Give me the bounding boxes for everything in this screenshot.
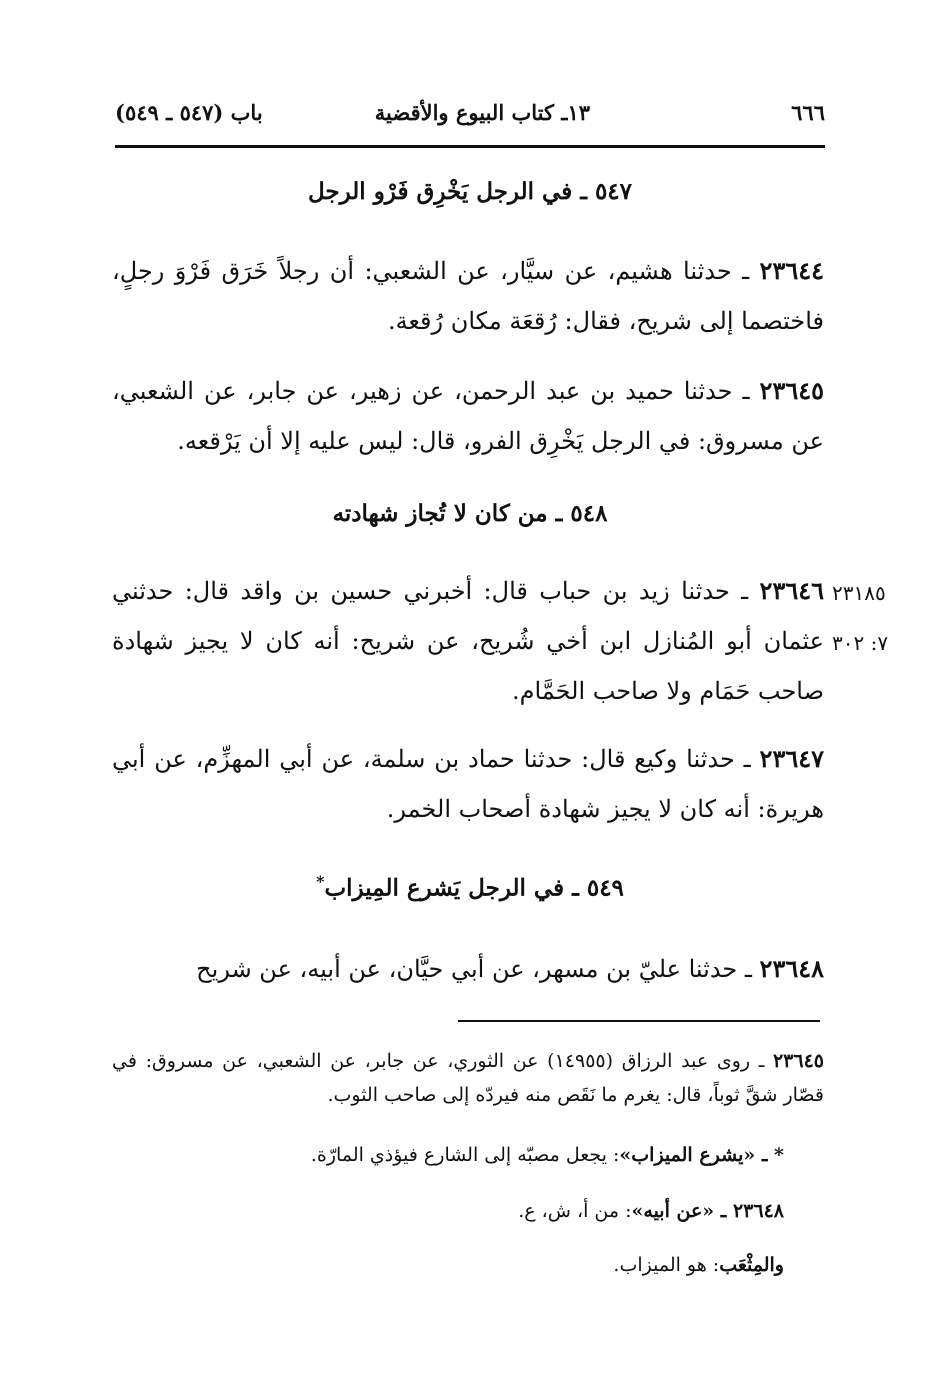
hadith-text: ـ حدثنا وكيع قال: حدثنا حماد بن سلمة، عن أبي المهزِّم، عن أبي هريرة: أنه كان لا يجيز شهادة أصحاب الخمر. [112,745,824,823]
section-heading-548: ٥٤٨ ـ من كان لا تُجاز شهادته [332,500,608,527]
hadith-23647 [112,734,824,834]
footnote-label: والمِثْعَب [719,1254,784,1276]
footnote-23648 [112,1194,824,1228]
hadith-text: ـ حدثنا هشيم، عن سيَّار، عن الشعبي: أن رجلاً خَرَق فَرْوَ رجلٍ، فاختصما إلى شريح، فقال: رُقعَة مكان رُقعة. [112,257,824,335]
hadith-number: ٢٣٦٤٧ [759,744,824,773]
section-heading-text: ٥٤٩ ـ في الرجل يَشرع المِيزاب [324,874,624,902]
page-number: ٦٦٦ [791,100,825,125]
hadith-number: ٢٣٦٤٨ [759,954,824,983]
footnote-rule [458,1020,820,1022]
section-heading-549 [115,872,825,902]
hadith-text: ـ حدثنا عليّ بن مسهر، عن أبي حيَّان، عن أبيه، عن شريح [196,955,760,983]
hadith-23646 [112,566,824,716]
footnote-label: ٢٣٦٤٥ [772,1050,824,1072]
hadith-number: ٢٣٦٤٦ [759,576,824,605]
book-title: ١٣ـ كتاب البيوع والأقضية [374,100,590,125]
footnote-marker: * [316,872,325,891]
footnote-label: * ـ «يشرع الميزاب» [619,1144,784,1166]
chapter-range: باب (٥٤٧ ـ ٥٤٩) [115,100,263,125]
page-header [115,92,825,132]
footnote-23645 [112,1044,824,1112]
hadith-number: ٢٣٦٤٥ [759,376,824,405]
margin-ref-number: ٢٣١٨٥ [832,581,886,605]
hadith-text: ـ حدثنا حميد بن عبد الرحمن، عن زهير، عن جابر، عن الشعبي، عن مسروق: في الرجل يَخْرِق الفرو، قال: ليس عليه إلا أن يَرْقعه. [112,377,824,455]
header-rule [115,145,825,148]
footnote-label: ٢٣٦٤٨ ـ «عن أبيه» [631,1200,784,1222]
margin-ref-volume: ٧: ٣٠٢ [832,631,889,655]
section-heading-547: ٥٤٧ ـ في الرجل يَخْرِق فَرْو الرجل [307,178,633,205]
footnote-text: ـ روى عبد الرزاق (١٤٩٥٥) عن الثوري، عن جابر، عن الشعبي، عن مسروق: في قصّار شقَّ ثوباً، قال: يغرم ما نَقَص منه فيردّه إلى صاحب الثوب. [112,1050,824,1106]
footnote-star [112,1138,824,1172]
footnote-text: : من أ، ش، ع. [518,1200,632,1222]
footnote-mithab [112,1248,824,1282]
hadith-number: ٢٣٦٤٤ [759,256,824,285]
hadith-23648 [112,944,824,994]
hadith-23644 [112,246,824,346]
footnote-text: : يجعل مصبّه إلى الشارع فيؤذي المارّة. [310,1144,620,1166]
hadith-23645 [112,366,824,466]
footnote-text: : هو الميزاب. [613,1254,720,1276]
hadith-text: ـ حدثنا زيد بن حباب قال: أخبرني حسين بن واقد قال: حدثني عثمان أبو المُنازل ابن أخي شُريح، عن شريح: أنه كان لا يجيز شهادة صاحب حَمَام ولا صاحب الحَمَّام. [112,577,824,705]
